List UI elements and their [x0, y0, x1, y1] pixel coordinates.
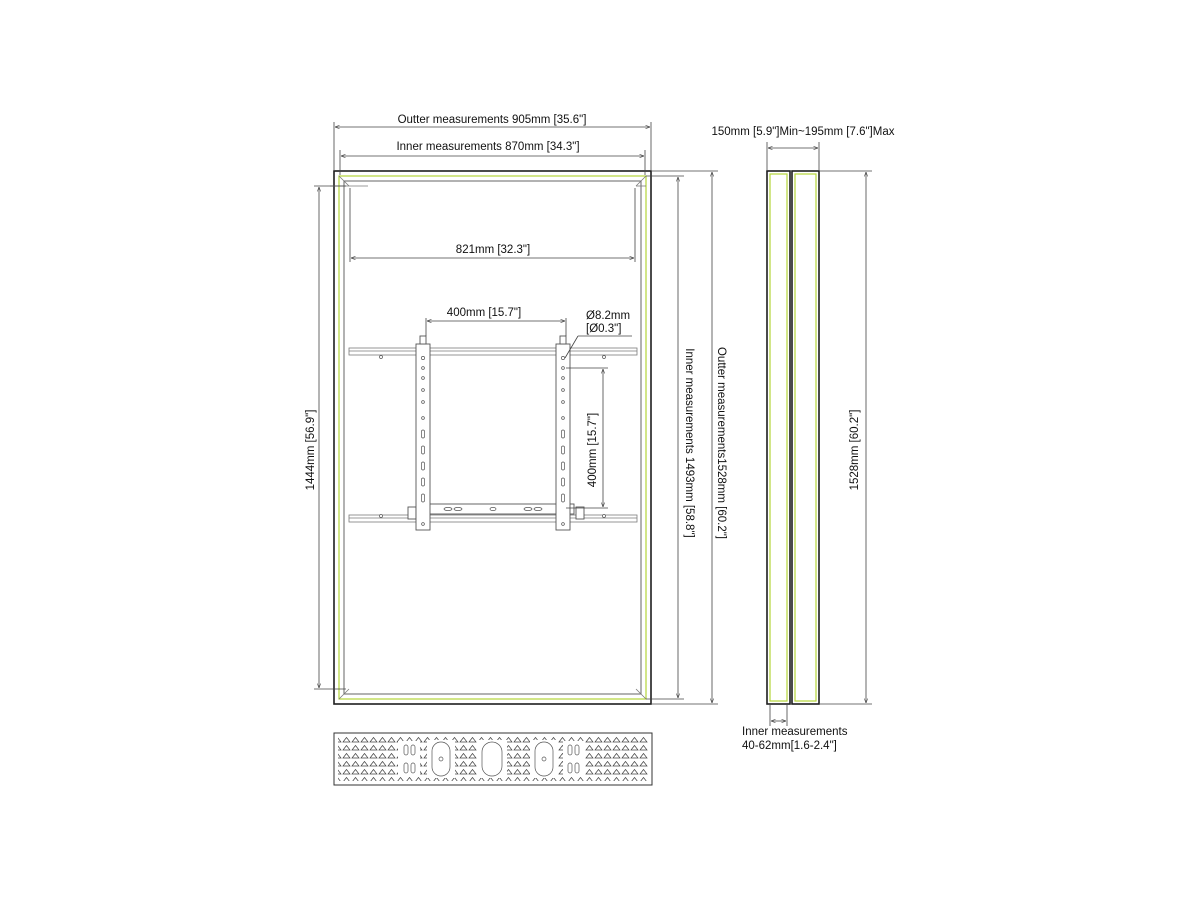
vesa-vertical-label: 400mm [15.7"] — [587, 412, 599, 488]
side-inner-label-line1: Inner measurements — [742, 726, 848, 738]
dimension-depth — [712, 126, 895, 170]
side-height-label: 1528mm [60.2"] — [849, 409, 861, 491]
vesa-horizontal-label: 400mm [15.7"] — [446, 307, 522, 319]
right-vertical-bracket — [556, 336, 570, 530]
hole-label-line2: [Ø0.3"] — [586, 323, 622, 335]
dimension-inner-gap — [742, 705, 848, 752]
dimension-vesa-horizontal — [426, 307, 566, 336]
hole-label-line1: Ø8.2mm — [586, 310, 631, 322]
left-vertical-bracket — [416, 336, 430, 530]
bottom-perforated-plate — [334, 733, 652, 785]
dimension-inner-width — [340, 141, 645, 175]
inner-height-label: Inner measurements 1493mm [58.8"] — [683, 348, 695, 538]
outer-height-label: Outter measurements1528mm [60.2"] — [715, 346, 727, 540]
side-depth-label: 150mm [5.9"]Min~195mm [7.6"]Max — [711, 126, 895, 138]
dimension-vesa-vertical — [566, 368, 608, 508]
height-1444-label: 1444mm [56.9"] — [305, 409, 317, 491]
dimension-side-height — [820, 171, 872, 704]
width-821-label: 821mm [32.3"] — [455, 244, 531, 256]
dimension-821 — [350, 188, 635, 262]
dimension-1444 — [305, 186, 346, 689]
dimension-inner-height — [646, 176, 695, 699]
inner-width-label: Inner measurements 870mm [34.3"] — [396, 141, 580, 153]
outer-width-label: Outter measurements 905mm [35.6"] — [397, 114, 587, 126]
side-inner-label-line2: 40-62mm[1.6-2.4"] — [742, 740, 837, 752]
front-view — [305, 114, 727, 704]
side-view — [712, 126, 895, 752]
